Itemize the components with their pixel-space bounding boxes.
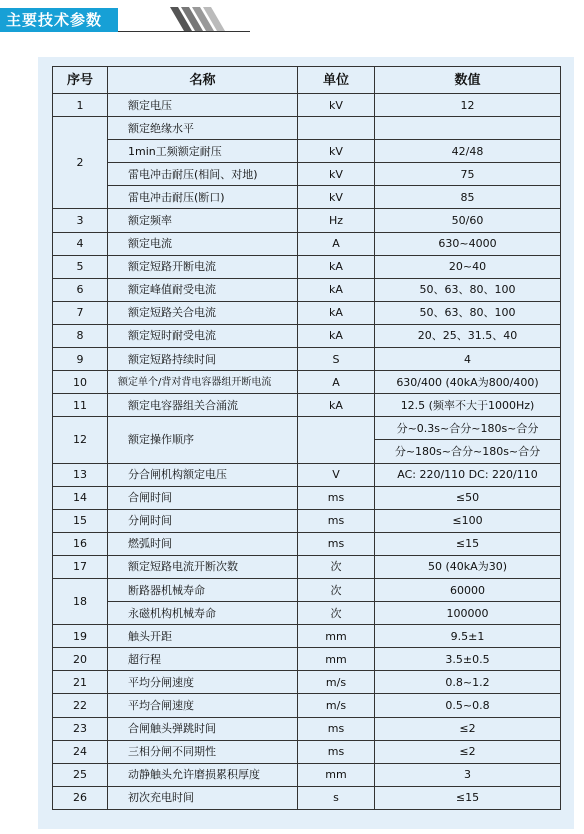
- row-unit: mm: [298, 648, 375, 671]
- row-seq: 17: [53, 555, 108, 578]
- row-value: 630/400 (40kA为800/400): [375, 371, 561, 394]
- header-unit: 单位: [298, 67, 375, 94]
- row-value: 50 (40kA为30): [375, 555, 561, 578]
- row-name: 额定电压: [108, 94, 298, 117]
- row-unit: ms: [298, 509, 375, 532]
- row-value: 20~40: [375, 255, 561, 278]
- row-seq: 6: [53, 278, 108, 301]
- row-value: 4: [375, 348, 561, 371]
- table-row: [53, 278, 561, 301]
- row-value: 50、63、80、100: [375, 301, 561, 324]
- row-unit: A: [298, 232, 375, 255]
- row-seq: 2: [53, 117, 108, 209]
- table-row: [53, 625, 561, 648]
- row-name: 雷电冲击耐压(断口): [108, 186, 298, 209]
- row-unit: S: [298, 348, 375, 371]
- table-row: [53, 348, 561, 371]
- row-unit: [298, 117, 375, 140]
- header-name: 名称: [108, 67, 298, 94]
- row-unit: kV: [298, 186, 375, 209]
- row-value: ≤100: [375, 509, 561, 532]
- row-name: 额定操作顺序: [108, 417, 298, 463]
- row-unit: s: [298, 786, 375, 809]
- row-name: 额定短路电流开断次数: [108, 555, 298, 578]
- row-unit: m/s: [298, 671, 375, 694]
- row-seq: 11: [53, 394, 108, 417]
- table-row: [53, 555, 561, 578]
- row-unit: kA: [298, 278, 375, 301]
- row-value: 50/60: [375, 209, 561, 232]
- row-seq: 18: [53, 578, 108, 624]
- row-value: 50、63、80、100: [375, 278, 561, 301]
- table-row: [53, 324, 561, 347]
- row-name: 三相分闸不同期性: [108, 740, 298, 763]
- row-seq: 20: [53, 648, 108, 671]
- header-seq: 序号: [53, 67, 108, 94]
- row-seq: 16: [53, 532, 108, 555]
- row-unit: kV: [298, 140, 375, 163]
- table-row: [53, 740, 561, 763]
- row-value: 9.5±1: [375, 625, 561, 648]
- row-name: 断路器机械寿命: [108, 578, 298, 601]
- row-name: 永磁机构机械寿命: [108, 602, 298, 625]
- row-name: 额定短时耐受电流: [108, 324, 298, 347]
- table-row: [53, 255, 561, 278]
- row-value: 42/48: [375, 140, 561, 163]
- row-seq: 25: [53, 763, 108, 786]
- row-value: [375, 117, 561, 140]
- row-name: 合闸触头弹跳时间: [108, 717, 298, 740]
- table-row: [53, 486, 561, 509]
- banner-underline: [118, 31, 250, 32]
- row-value: 60000: [375, 578, 561, 601]
- row-name: 1min工频额定耐压: [108, 140, 298, 163]
- row-unit: V: [298, 463, 375, 486]
- row-name: 平均合闸速度: [108, 694, 298, 717]
- row-name: 雷电冲击耐压(相间、对地): [108, 163, 298, 186]
- row-name: 额定短路持续时间: [108, 348, 298, 371]
- row-name: 额定单个/背对背电容器组开断电流: [108, 371, 298, 394]
- row-value: 100000: [375, 602, 561, 625]
- row-value: 12.5 (频率不大于1000Hz): [375, 394, 561, 417]
- row-name: 额定电流: [108, 232, 298, 255]
- row-seq: 5: [53, 255, 108, 278]
- row-unit: ms: [298, 740, 375, 763]
- row-unit: 次: [298, 602, 375, 625]
- row-name: 燃弧时间: [108, 532, 298, 555]
- table-header-row: [53, 67, 561, 94]
- table-row: [53, 532, 561, 555]
- table-row: [53, 117, 561, 140]
- row-unit: mm: [298, 763, 375, 786]
- row-unit: kA: [298, 324, 375, 347]
- row-value: 3: [375, 763, 561, 786]
- table-row: [53, 232, 561, 255]
- table-row: [53, 394, 561, 417]
- table-row: [53, 578, 561, 601]
- row-value: 630~4000: [375, 232, 561, 255]
- row-name: 额定短路关合电流: [108, 301, 298, 324]
- row-value: 12: [375, 94, 561, 117]
- row-value: ≤15: [375, 532, 561, 555]
- row-value: 20、25、31.5、40: [375, 324, 561, 347]
- row-seq: 22: [53, 694, 108, 717]
- row-name: 额定短路开断电流: [108, 255, 298, 278]
- row-unit: mm: [298, 625, 375, 648]
- row-seq: 12: [53, 417, 108, 463]
- row-unit: m/s: [298, 694, 375, 717]
- row-value: 分~0.3s~合分~180s~合分: [375, 417, 561, 440]
- table-row: [53, 602, 561, 625]
- table-row: [53, 140, 561, 163]
- table-row: [53, 417, 561, 440]
- table-row: [53, 463, 561, 486]
- row-value: 0.8~1.2: [375, 671, 561, 694]
- row-name: 超行程: [108, 648, 298, 671]
- row-value: ≤2: [375, 717, 561, 740]
- row-name: 额定频率: [108, 209, 298, 232]
- row-value: ≤50: [375, 486, 561, 509]
- row-unit: Hz: [298, 209, 375, 232]
- row-name: 触头开距: [108, 625, 298, 648]
- row-unit: kA: [298, 301, 375, 324]
- table-row: [53, 763, 561, 786]
- row-unit: [298, 417, 375, 463]
- table-row: [53, 209, 561, 232]
- table-row: [53, 694, 561, 717]
- row-seq: 21: [53, 671, 108, 694]
- row-name: 分闸时间: [108, 509, 298, 532]
- row-seq: 23: [53, 717, 108, 740]
- row-name: 动静触头允许磨损累积厚度: [108, 763, 298, 786]
- row-seq: 8: [53, 324, 108, 347]
- row-seq: 4: [53, 232, 108, 255]
- row-unit: 次: [298, 555, 375, 578]
- table-row: [53, 671, 561, 694]
- row-name: 额定绝缘水平: [108, 117, 298, 140]
- row-unit: kA: [298, 394, 375, 417]
- table-row: [53, 301, 561, 324]
- row-name: 初次充电时间: [108, 786, 298, 809]
- table-row: [53, 786, 561, 809]
- row-seq: 24: [53, 740, 108, 763]
- table-row: [53, 648, 561, 671]
- table-row: [53, 509, 561, 532]
- table-row: [53, 371, 561, 394]
- row-name: 分合闸机构额定电压: [108, 463, 298, 486]
- table-row: [53, 717, 561, 740]
- row-seq: 10: [53, 371, 108, 394]
- row-unit: kA: [298, 255, 375, 278]
- row-seq: 13: [53, 463, 108, 486]
- row-name: 额定电容器组关合涌流: [108, 394, 298, 417]
- table-row: [53, 94, 561, 117]
- stripes-decoration-icon: [170, 7, 226, 31]
- row-unit: kV: [298, 163, 375, 186]
- row-value: 75: [375, 163, 561, 186]
- technical-parameters-table: [52, 66, 561, 810]
- row-name: 合闸时间: [108, 486, 298, 509]
- row-value: ≤2: [375, 740, 561, 763]
- row-seq: 3: [53, 209, 108, 232]
- row-unit: A: [298, 371, 375, 394]
- row-value: 0.5~0.8: [375, 694, 561, 717]
- row-value: 分~180s~合分~180s~合分: [375, 440, 561, 463]
- section-title: 主要技术参数: [6, 11, 103, 29]
- row-seq: 7: [53, 301, 108, 324]
- row-seq: 14: [53, 486, 108, 509]
- row-unit: 次: [298, 578, 375, 601]
- row-value: AC: 220/110 DC: 220/110: [375, 463, 561, 486]
- section-banner: [0, 0, 250, 36]
- table-row: [53, 163, 561, 186]
- row-unit: ms: [298, 717, 375, 740]
- row-value: 85: [375, 186, 561, 209]
- row-seq: 19: [53, 625, 108, 648]
- row-unit: ms: [298, 532, 375, 555]
- row-value: 3.5±0.5: [375, 648, 561, 671]
- row-name: 额定峰值耐受电流: [108, 278, 298, 301]
- row-value: ≤15: [375, 786, 561, 809]
- header-value: 数值: [375, 67, 561, 94]
- row-unit: ms: [298, 486, 375, 509]
- row-unit: kV: [298, 94, 375, 117]
- row-seq: 1: [53, 94, 108, 117]
- row-seq: 26: [53, 786, 108, 809]
- row-seq: 9: [53, 348, 108, 371]
- row-seq: 15: [53, 509, 108, 532]
- table-row: [53, 186, 561, 209]
- row-name: 平均分闸速度: [108, 671, 298, 694]
